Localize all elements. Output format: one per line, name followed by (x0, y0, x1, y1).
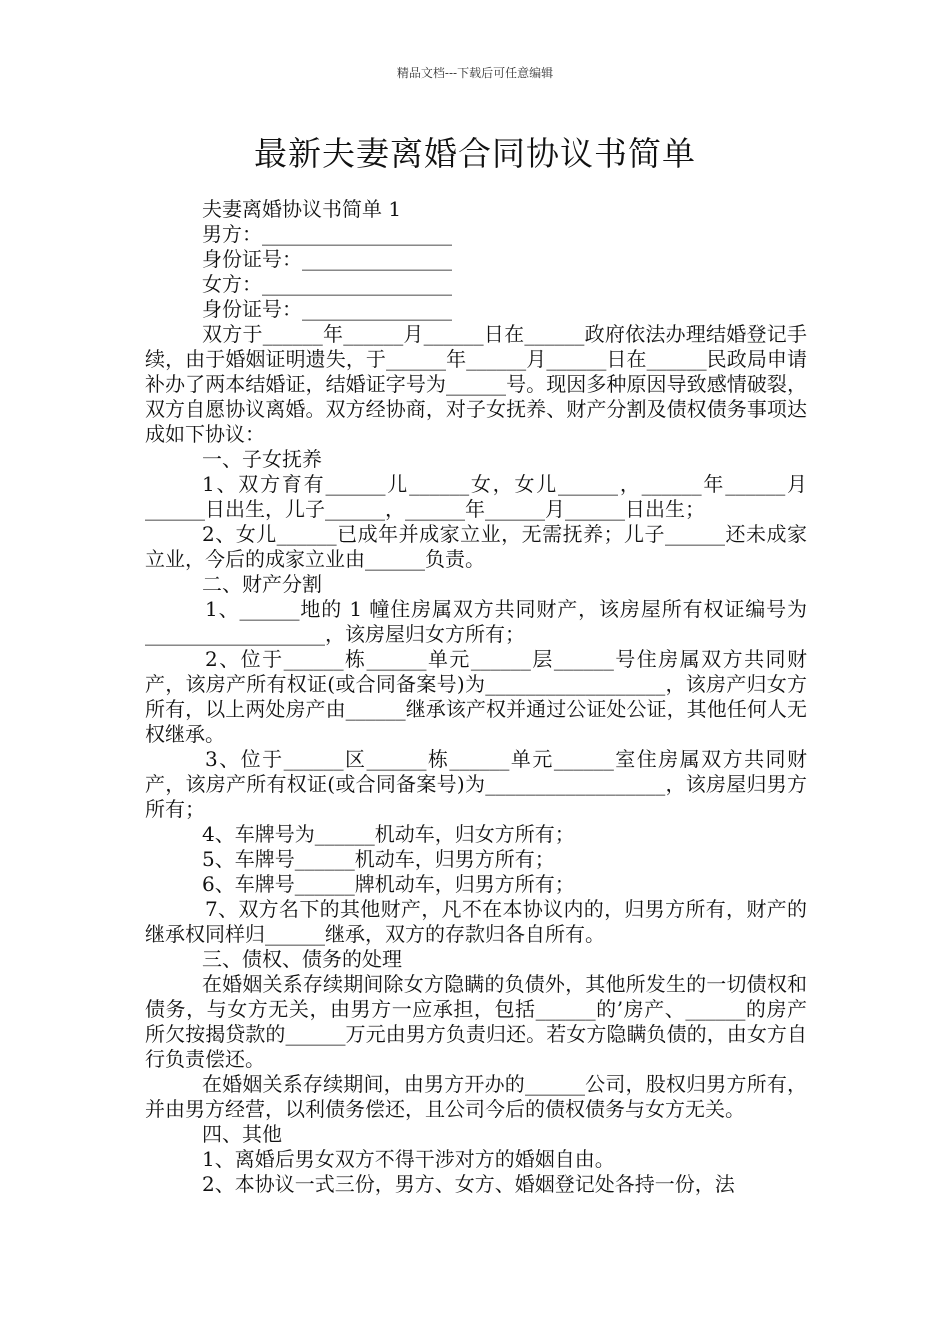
header-watermark: 精品文档---下载后可任意编辑 (396, 66, 554, 80)
clause-children-1: 1、双方育有______儿______女，女儿______，______年______月______日出生，儿子______，______年______月______日出生； (145, 472, 807, 521)
clause-property-1: 1、______地的 1 幢住房属双方共同财产，该房屋所有权证编号为__________________，该房屋归女方所有； (145, 597, 807, 646)
clause-other-2: 2、本协议一式三份，男方、女方、婚姻登记处各持一份，法 (202, 1172, 735, 1196)
field-female: 女方：___________________ (202, 272, 452, 296)
section-subtitle: 夫妻离婚协议书简单 1 (202, 197, 402, 221)
heading-property: 二、财产分割 (202, 572, 322, 596)
clause-debts-1: 在婚姻关系存续期间除女方隐瞒的负债外，其他所发生的一切债权和债务，与女方无关，由男方一应承担，包括______的’房产、______的房产所欠按揭贷款的______万元由男方负责归还。若女方隐瞒负债的，由女方自行负责偿还。 (145, 972, 807, 1071)
heading-children: 一、子女抚养 (202, 447, 322, 471)
clause-other-1: 1、离婚后男女双方不得干涉对方的婚姻自由。 (202, 1147, 615, 1171)
document-body (145, 197, 807, 1197)
clause-property-5: 5、车牌号______机动车，归男方所有； (202, 847, 555, 871)
clause-property-3: 3、位于______区______栋______单元______室住房属双方共同财产，该房产所有权证(或合同备案号)为__________________，该房屋归男方所有； (145, 747, 807, 821)
clause-children-2: 2、女儿______已成年并成家立业，无需抚养；儿子______还未成家立业，今后的成家立业由______负责。 (145, 522, 807, 571)
intro-paragraph: 双方于______年______月______日在______政府依法办理结婚登记手续，由于婚姻证明遗失，于______年______月______日在______民政局申请补办了两本结婚证，结婚证字号为______号。现因多种原因导致感情破裂，双方自愿协议离婚。双方经协商，对子女抚养、财产分割及债权债务事项达成如下协议： (145, 322, 807, 446)
clause-debts-2: 在婚姻关系存续期间，由男方开办的______公司，股权归男方所有，并由男方经营，以利债务偿还，且公司今后的债权债务与女方无关。 (145, 1072, 807, 1121)
heading-other: 四、其他 (202, 1122, 282, 1146)
document-title: 最新夫妻离婚合同协议书简单 (254, 134, 696, 173)
clause-property-6: 6、车牌号______牌机动车，归男方所有； (202, 872, 575, 896)
clause-property-4: 4、车牌号为______机动车，归女方所有； (202, 822, 575, 846)
field-male-id: 身份证号：_______________ (202, 247, 452, 271)
field-female-id: 身份证号：_______________ (202, 297, 452, 321)
clause-property-2: 2、位于______栋______单元______层______号住房属双方共同财产，该房产所有权证(或合同备案号)为__________________，该房产归女方所有，以上两处房产由______继承该产权并通过公证处公证，其他任何人无权继承。 (145, 647, 807, 746)
field-male: 男方：___________________ (202, 222, 452, 246)
clause-property-7: 7、双方名下的其他财产，凡不在本协议内的，归男方所有，财产的继承权同样归______继承，双方的存款归各自所有。 (145, 897, 807, 946)
heading-debts: 三、债权、债务的处理 (202, 947, 402, 971)
